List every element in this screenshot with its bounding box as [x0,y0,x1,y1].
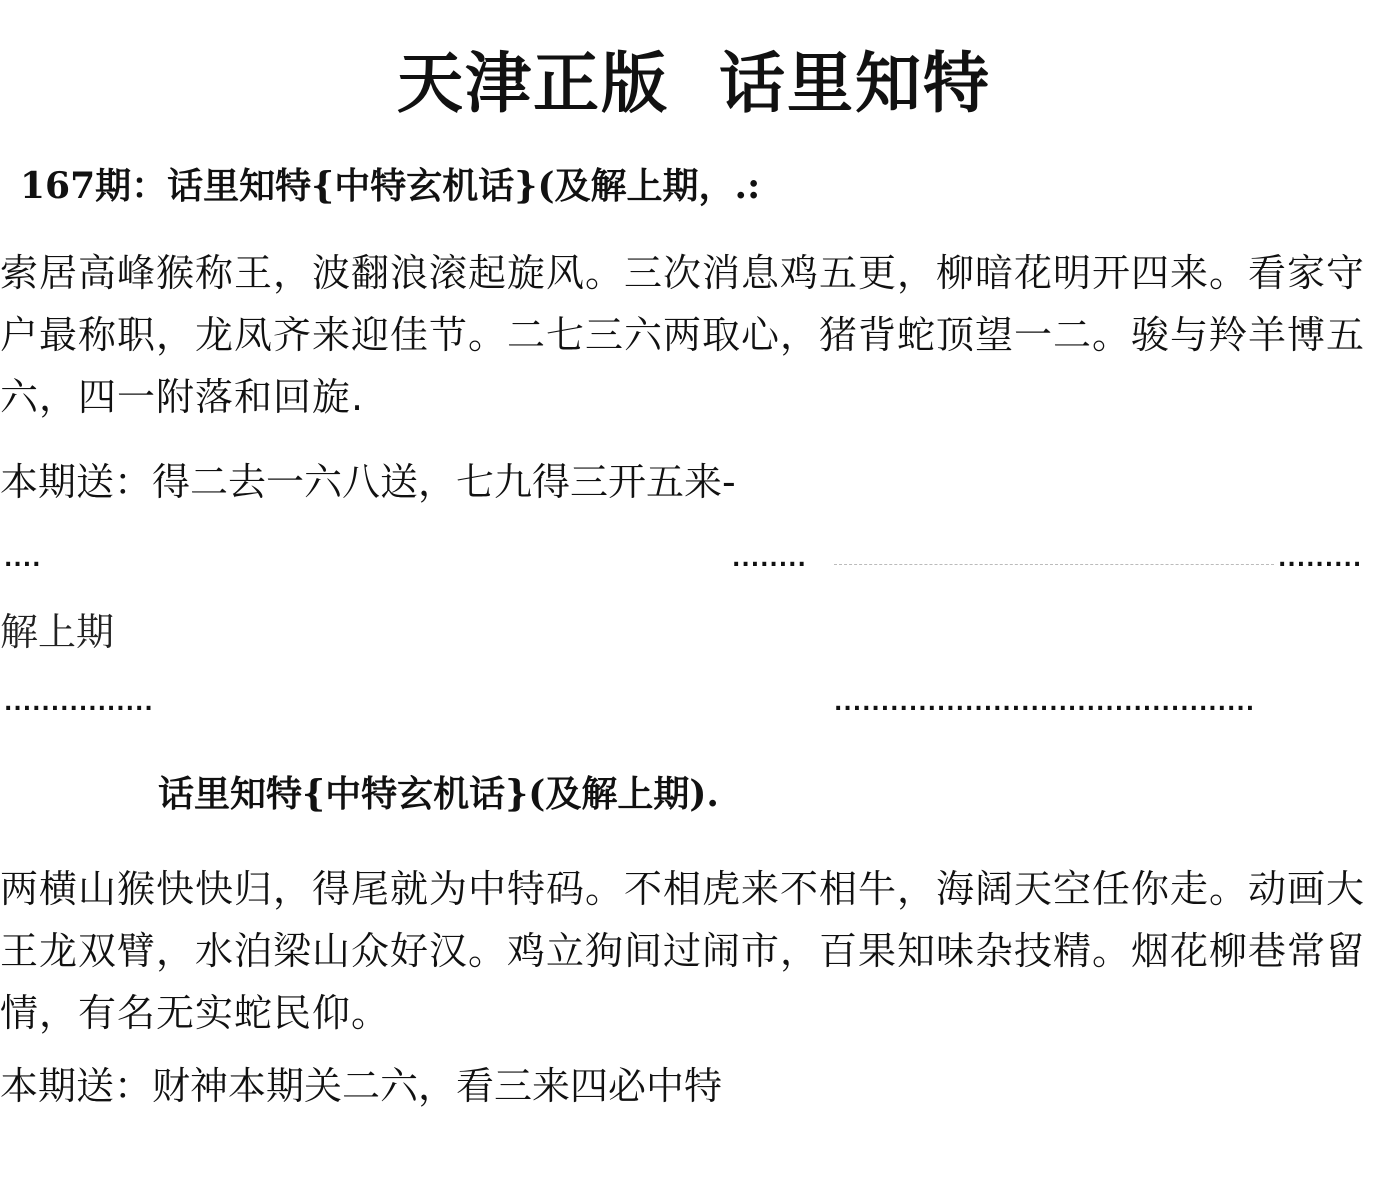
dotted-leader-row2-left: ................ [4,691,154,716]
dashed-divider [834,564,1274,565]
dotted-leader-row2-right: ............................................. [834,691,1256,716]
section-2-heading: 话里知特{中特玄机话}(及解上期). [158,773,719,815]
section-2-send-line: 本期送：财神本期关二六，看三来四必中特 [0,1064,723,1108]
section-1-send-line: 本期送：得二去一六八送，七九得三开五来- [0,460,736,504]
section-2-poem: 两横山猴快快归，得尾就为中特码。不相虎来不相牛，海阔天空任你走。动画大王龙双臂，水泊梁山众好汉。鸡立狗间过闹市，百果知味杂技精。烟花柳巷常留情，有名无实蛇民仰。 [0,867,1366,1035]
dotted-leader-mid: ........ [732,547,807,572]
dotted-leader-left: .... [4,547,42,572]
section-1-poem: 索居高峰猴称王，波翻浪滚起旋风。三次消息鸡五更，柳暗花明开四来。看家守户最称职，龙凤齐来迎佳节。二七三六两取心，猪背蛇顶望一二。骏与羚羊博五六，四一附落和回旋. [0,251,1366,419]
previous-issue-label: 解上期 [0,610,115,654]
page-title: 天津正版 话里知特 [397,44,991,122]
section-1-heading: 167期：话里知特{中特玄机话}(及解上期，.: [20,165,761,207]
dotted-leader-right: ......... [1278,547,1363,572]
